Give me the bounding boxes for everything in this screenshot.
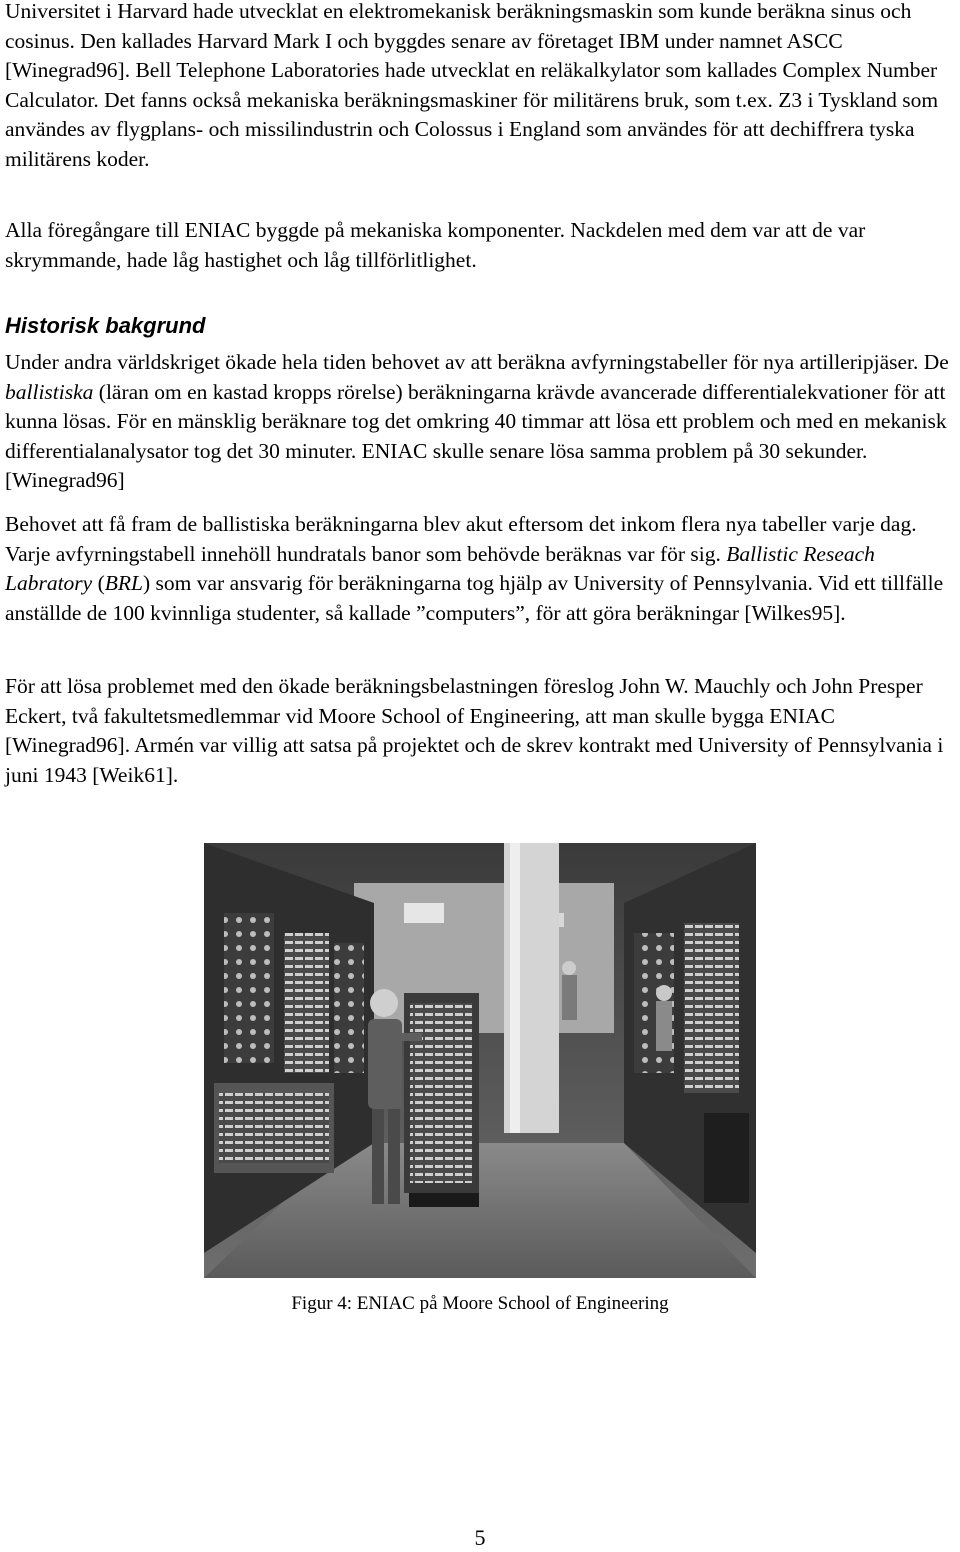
page-number: 5 xyxy=(474,1525,486,1550)
eniac-photo xyxy=(204,843,756,1278)
section-heading: Historisk bakgrund xyxy=(5,313,206,338)
figure-caption: Figur 4: ENIAC på Moore School of Engineering xyxy=(291,1293,669,1314)
paragraph-mauchly-eckert: För att lösa problemet med den ökade beräkningsbelastningen föreslog John W. Mauchly och John Presper Eckert, två fakultetsmedlemmar vid Moore School of Engineering, att man skulle bygga ENIAC [Winegrad96]. Armén var villig att satsa på projektet och de skrev kontrakt med University of Pennsylvania i juni 1943 [Weik61]. xyxy=(5,674,944,787)
paragraph-firing-tables: Under andra världskriget ökade hela tiden behovet av att beräkna avfyrningstabeller för nya artilleripjäser. De ballistiska (läran om en kastad kropps rörelse) beräkningarna krävde avancerade differentialekvationer för att kunna lösas. För en mänsklig beräknare tog det omkring 40 timmar att lösa ett problem och med en mekanisk differentialanalysator tog det 30 minuter. ENIAC skulle senare lösa samma problem på 30 sekunder. [Winegrad96] xyxy=(5,350,949,492)
paragraph-predecessors: Universitet i Harvard hade utvecklat en elektromekanisk beräkningsmaskin som kunde beräkna sinus och cosinus. Den kallades Harvard Mark I och byggdes senare av företaget IBM under namnet ASCC [Winegrad96]. Bell Telephone Laboratories hade utvecklat en reläkalkylator som kallades Complex Number Calculator. Det fanns också mekaniska beräkningsmaskiner för militärens bruk, som t.ex. Z3 i Tyskland som användes av flygplans- och missilindustrin och Colossus i England som användes för att dechiffrera tyska militärens koder. xyxy=(5,0,939,171)
paragraph-mechanical-components: Alla föregångare till ENIAC byggde på mekaniska komponenter. Nackdelen med dem var att de var skrymmande, hade låg hastighet och låg tillförlitlighet. xyxy=(5,218,866,272)
paragraph-brl: Behovet att få fram de ballistiska beräkningarna blev akut eftersom det inkom flera nya tabeller varje dag. Varje avfyrningstabell innehöll hundratals banor som behövde beräknas var för sig. Ballistic Reseach Labratory (BRL) som var ansvarig för beräkningarna tog hjälp av University of Pennsylvania. Vid ett tillfälle anställde de 100 kvinnliga studenter, så kallade ”computers”, för att göra beräkningar [Wilkes95]. xyxy=(5,512,944,625)
